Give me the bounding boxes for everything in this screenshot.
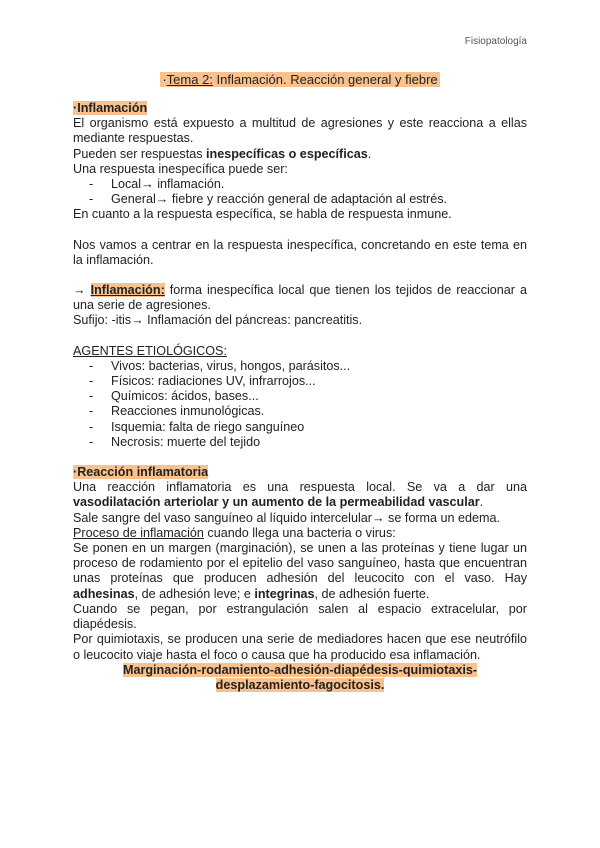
paragraph: En cuanto a la respuesta específica, se habla de respuesta inmune. bbox=[73, 207, 452, 222]
page-title: ·Tema 2: Inflamación. Reacción general y fiebre bbox=[162, 72, 438, 87]
paragraph: Cuando se pegan, por estrangulación salen al espacio extracelular, por diapédesis. bbox=[73, 601, 527, 632]
list-item: - Local→ inflamación. bbox=[73, 177, 527, 192]
summary-line: desplazamiento-fagocitosis. bbox=[215, 677, 385, 692]
paragraph: El organismo está expuesto a multitud de agresiones y este reacciona a ellas mediante respuestas. bbox=[73, 116, 527, 146]
list-item: - Isquemia: falta de riego sanguíneo bbox=[73, 420, 527, 435]
list-item: - Vivos: bacterias, virus, hongos, parásitos... bbox=[73, 359, 527, 374]
paragraph: Una respuesta inespecífica puede ser: bbox=[73, 161, 288, 176]
agents-heading: AGENTES ETIOLÓGICOS: bbox=[73, 343, 227, 358]
definition-term: Inflamación: bbox=[90, 283, 165, 298]
paragraph: Nos vamos a centrar en la respuesta inespecífica, concretando en este tema en la inflamación. bbox=[73, 237, 527, 267]
list-item: - Reacciones inmunológicas. bbox=[73, 404, 527, 419]
header-subject: Fisiopatología bbox=[464, 36, 527, 47]
paragraph: Proceso de inflamación cuando llega una bacteria o virus: bbox=[73, 525, 396, 540]
response-list bbox=[73, 177, 527, 207]
section-heading-reaccion: ·Reacción inflamatoria bbox=[73, 465, 209, 480]
paragraph: Se ponen en un margen (marginación), se unen a las proteínas y tiene lugar un proceso de rodamiento por el epitelio del vaso sanguíneo, hasta que encuentran unas proteínas que producen adhesión del leucocito con el vaso. Hay adhesinas, de adhesión leve; e integrinas, de adhesión fuerte. bbox=[73, 541, 527, 601]
summary-line: Marginación-rodamiento-adhesión-diapédesis-quimiotaxis- bbox=[122, 662, 478, 677]
title-label: Tema 2: bbox=[166, 72, 213, 87]
list-item: - Químicos: ácidos, bases... bbox=[73, 389, 527, 404]
title-text: Inflamación. Reacción general y fiebre bbox=[212, 72, 438, 87]
list-item: - Necrosis: muerte del tejido bbox=[73, 435, 527, 450]
paragraph: Pueden ser respuestas inespecíficas o específicas. bbox=[73, 146, 372, 161]
paragraph: Sale sangre del vaso sanguíneo al líquido intercelular→ se forma un edema. bbox=[73, 510, 501, 525]
document-body bbox=[73, 101, 527, 693]
agents-list bbox=[73, 359, 527, 450]
paragraph: Por quimiotaxis, se producen una serie de mediadores hacen que ese neutrófilo o leucocito viaje hasta el foco o causa que ha producido esa inflamación. bbox=[73, 632, 527, 662]
definition: → Inflamación: forma inespecífica local que tienen los tejidos de reaccionar a una serie de agresiones. bbox=[73, 283, 527, 313]
list-item: - General→ fiebre y reacción general de adaptación al estrés. bbox=[73, 192, 527, 207]
section-heading-inflamacion: ·Inflamación bbox=[73, 101, 148, 115]
paragraph: Sufijo: -itis→ Inflamación del páncreas: pancreatitis. bbox=[73, 313, 363, 328]
paragraph: Una reacción inflamatoria es una respuesta local. Se va a dar una vasodilatación arteriolar y un aumento de la permeabilidad vascular. bbox=[73, 480, 527, 510]
list-item: - Físicos: radiaciones UV, infrarrojos... bbox=[73, 374, 527, 389]
